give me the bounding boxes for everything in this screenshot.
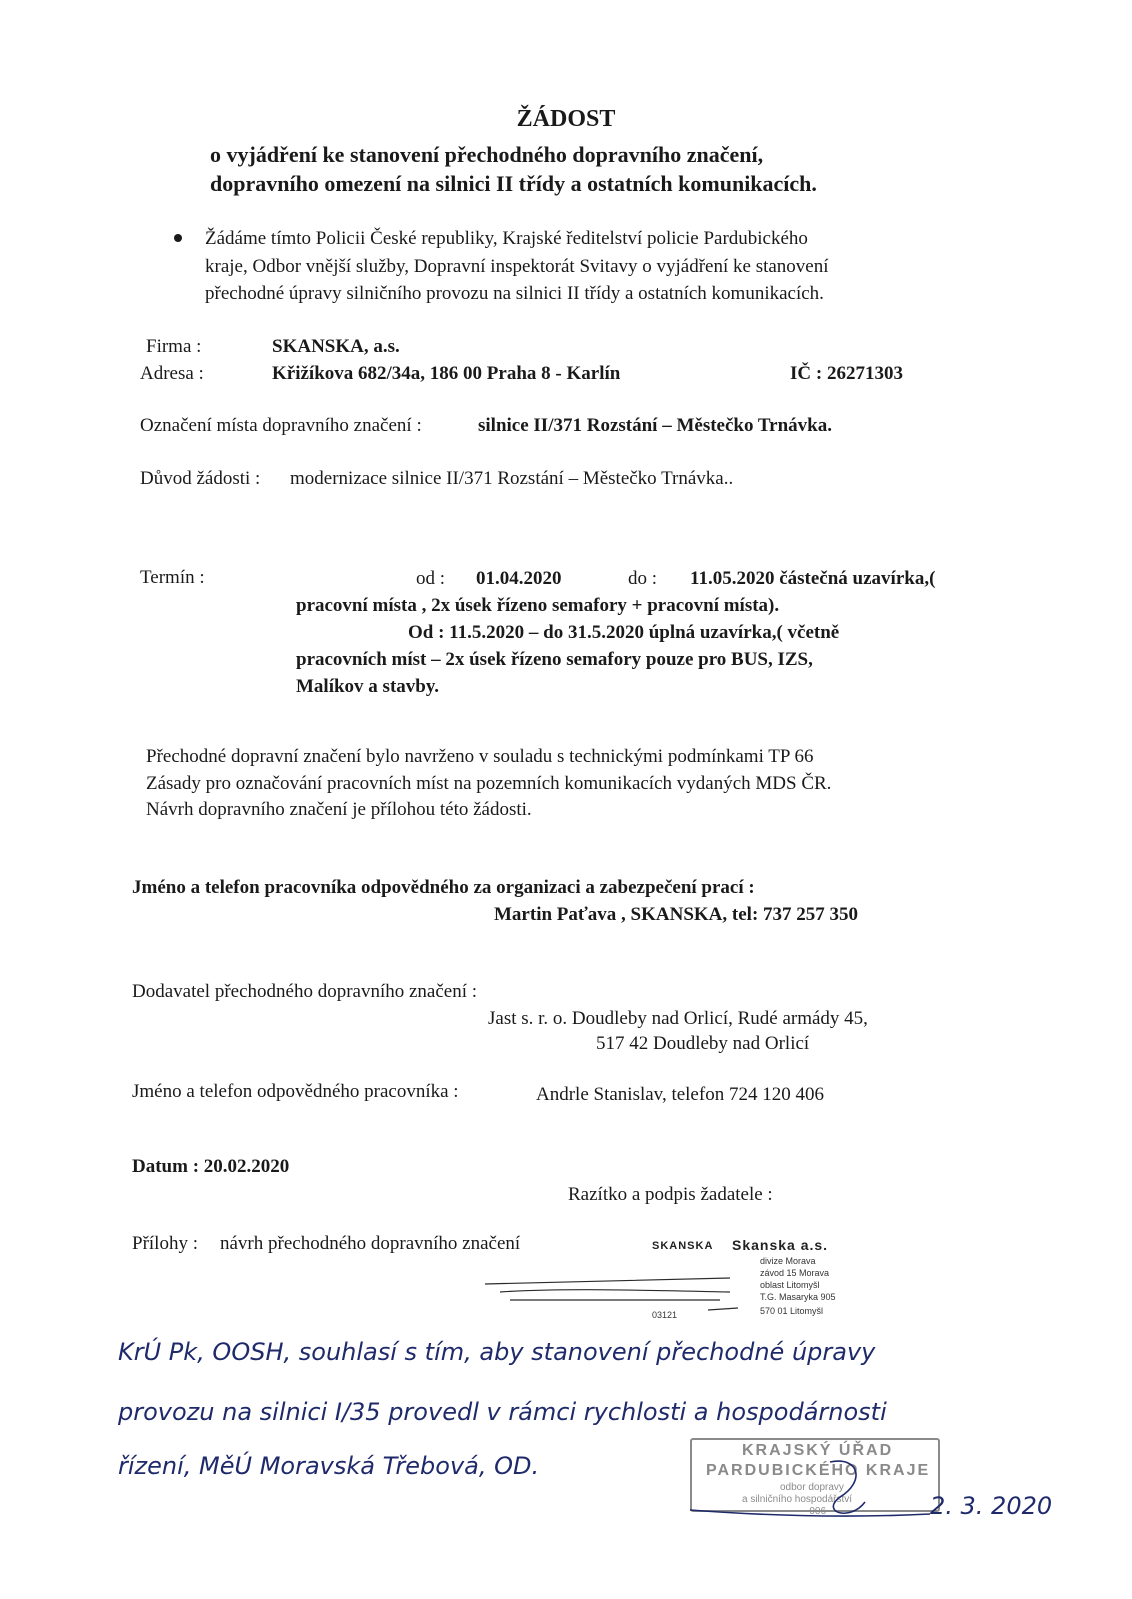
applicant-stamp-line2: závod 15 Morava [760, 1268, 830, 1278]
design-line3: Návrh dopravního značení je přílohou této žádosti. [146, 799, 532, 820]
supplier-label: Dodavatel přechodného dopravního značení : [132, 981, 478, 1002]
term-line5: Malíkov a stavby. [296, 676, 440, 697]
office-stamp-line1: KRAJSKÝ ÚŘAD [742, 1442, 894, 1459]
reason-value: modernizace silnice II/371 Rozstání – Městečko Trnávka.. [290, 468, 734, 489]
adresa-value: Křižíkova 682/34a, 186 00 Praha 8 - Karlín [272, 363, 621, 384]
ic-value: IČ : 26271303 [790, 363, 903, 384]
document-subtitle-line2: dopravního omezení na silnici II třídy a ostatních komunikacích. [210, 171, 817, 196]
signature-label: Razítko a podpis žadatele : [568, 1184, 773, 1205]
term-line4: pracovních míst – 2x úsek řízeno semafory pouze pro BUS, IZS, [296, 649, 813, 670]
applicant-stamp-code: 03121 [652, 1310, 678, 1320]
applicant-stamp-line4: T.G. Masaryka 905 [760, 1292, 836, 1302]
bullet-icon [174, 234, 182, 242]
office-stamp-line3: odbor dopravy [780, 1482, 844, 1493]
applicant-stamp-line5: 570 01 Litomyšl [760, 1306, 824, 1316]
location-label: Označení místa dopravního značení : [140, 415, 422, 436]
term-line3: Od : 11.5.2020 – do 31.5.2020 úplná uzavírka,( včetně [408, 622, 840, 643]
responsible-value: Martin Paťava , SKANSKA, tel: 737 257 350 [494, 904, 859, 925]
handwritten-date: 2. 3. 2020 [930, 1492, 1053, 1520]
term-od-label: od : [416, 568, 446, 589]
handwritten-line1: KrÚ Pk, OOSH, souhlasí s tím, aby stanovení přechodné úpravy [118, 1338, 876, 1366]
firma-value: SKANSKA, a.s. [272, 336, 400, 357]
supplier-contact-value: Andrle Stanislav, telefon 724 120 406 [536, 1084, 824, 1105]
responsible-label: Jméno a telefon pracovníka odpovědného za organizaci a zabezpečení prací : [132, 877, 755, 898]
document-title: ŽÁDOST [516, 106, 616, 132]
document-subtitle-line1: o vyjádření ke stanovení přechodného dopravního značení, [210, 142, 764, 167]
supplier-contact-label: Jméno a telefon odpovědného pracovníka : [132, 1081, 459, 1102]
handwritten-line2: provozu na silnici I/35 provedl v rámci rychlosti a hospodárnosti [118, 1398, 887, 1426]
applicant-stamp-name: Skanska a.s. [732, 1237, 829, 1253]
adresa-label: Adresa : [140, 363, 204, 384]
applicant-stamp-line3: oblast Litomyšl [760, 1280, 820, 1290]
handwritten-line3: řízení, MěÚ Moravská Třebová, OD. [118, 1452, 540, 1480]
intro-line3: přechodné úpravy silničního provozu na silnici II třídy a ostatních komunikacích. [205, 283, 824, 304]
office-stamp-line2: PARDUBICKÉHO KRAJE [706, 1462, 931, 1479]
applicant-stamp-line1: divize Morava [760, 1256, 816, 1266]
firma-label: Firma : [146, 336, 202, 357]
term-line2: pracovní místa , 2x úsek řízeno semafory + pracovní místa). [296, 595, 780, 616]
term-line1-rest: 11.05.2020 částečná uzavírka,( [690, 568, 936, 589]
term-do-label: do : [628, 568, 658, 589]
office-stamp-line5: -006- [806, 1506, 830, 1517]
term-label: Termín : [140, 567, 205, 588]
attachments-label: Přílohy : [132, 1233, 198, 1254]
design-line2: Zásady pro označování pracovních míst na pozemních komunikacích vydaných MDS ČR. [146, 773, 832, 794]
reason-label: Důvod žádosti : [140, 468, 261, 489]
attachments-value: návrh přechodného dopravního značení [220, 1233, 521, 1254]
applicant-stamp-logo: SKANSKA [652, 1240, 714, 1252]
date-field: Datum : 20.02.2020 [132, 1156, 290, 1177]
term-from-date: 01.04.2020 [476, 568, 562, 589]
location-value: silnice II/371 Rozstání – Městečko Trnávka. [478, 415, 832, 436]
applicant-signature [480, 1270, 770, 1320]
supplier-line2: 517 42 Doudleby nad Orlicí [596, 1033, 810, 1054]
intro-line2: kraje, Odbor vnější služby, Dopravní inspektorát Svitavy o vyjádření ke stanovení [205, 256, 829, 277]
office-stamp-line4: a silničního hospodářství [742, 1494, 853, 1505]
supplier-line1: Jast s. r. o. Doudleby nad Orlicí, Rudé armády 45, [488, 1008, 868, 1029]
intro-line1: Žádáme tímto Policii České republiky, Krajské ředitelství policie Pardubického [205, 228, 808, 249]
design-line1: Přechodné dopravní značení bylo navrženo v souladu s technickými podmínkami TP 66 [146, 746, 814, 767]
